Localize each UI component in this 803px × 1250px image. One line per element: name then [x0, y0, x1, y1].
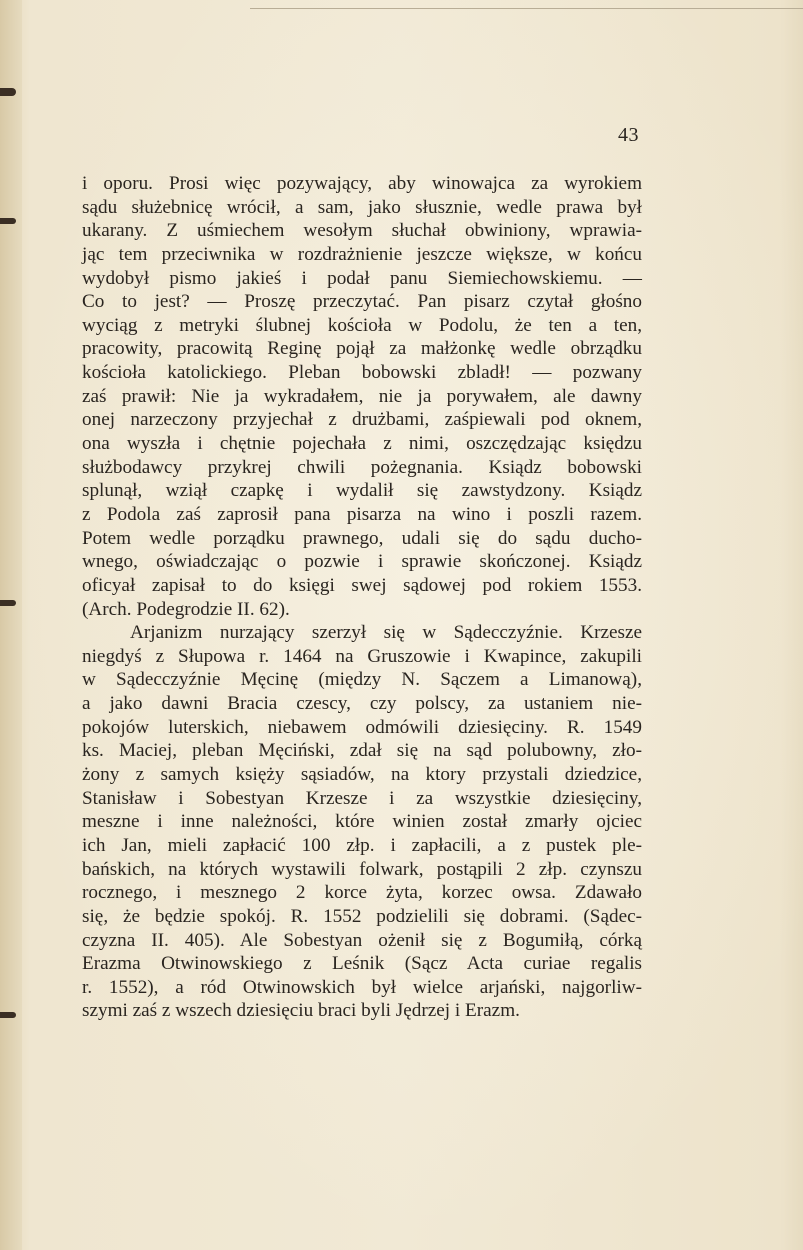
text-line: onej narzeczony przyjechał z drużbami, zaśpiewali pod oknem,	[82, 409, 642, 431]
binding-mark	[0, 218, 16, 224]
text-line: Erazma Otwinowskiego z Leśnik (Sącz Acta curiae regalis	[82, 953, 642, 975]
text-line: ich Jan, mieli zapłacić 100 złp. i zapłacili, a z pustek ple-	[82, 834, 642, 856]
text-line: się, że będzie spokój. R. 1552 podzielili się dobrami. (Sądec-	[82, 905, 642, 927]
text-line: a jako dawni Bracia czescy, czy polscy, za ustaniem nie-	[82, 693, 642, 715]
text-line: pokojów luterskich, niebawem odmówili dziesięciny. R. 1549	[82, 716, 642, 738]
page-number: 43	[618, 124, 639, 146]
text-line: meszne i inne należności, które winien został zmarły ojciec	[82, 811, 642, 833]
text-line: ukarany. Z uśmiechem wesołym słuchał obwiniony, wprawia-	[82, 220, 642, 242]
page-edge-line	[250, 8, 803, 9]
text-line: wydobył pismo jakieś i podał panu Siemiechowskiemu. —	[82, 267, 642, 289]
text-line: Potem wedle porządku prawnego, udali się do sądu ducho-	[82, 527, 642, 549]
text-line: Co to jest? — Proszę przeczytać. Pan pisarz czytał głośno	[82, 291, 642, 313]
text-line: (Arch. Podegrodzie II. 62).	[82, 598, 290, 620]
page-gutter	[0, 0, 22, 1250]
text-line: służbodawcy przykrej chwili pożegnania. Ksiądz bobowski	[82, 456, 642, 478]
binding-mark	[0, 1012, 16, 1018]
text-line: zaś prawił: Nie ja wykradałem, nie ja porywałem, ale dawny	[82, 385, 642, 407]
text-line: ona wyszła i chętnie pojechała z nimi, oszczędzając księdzu	[82, 433, 642, 455]
text-line: r. 1552), a ród Otwinowskich był wielce arjański, najgorliw-	[82, 976, 642, 998]
text-line: jąc tem przeciwnika w rozdrażnienie jeszcze większe, w końcu	[82, 243, 642, 265]
text-line: czyzna II. 405). Ale Sobestyan ożenił się z Bogumiłą, córką	[82, 929, 642, 951]
text-line: Stanisław i Sobestyan Krzesze i za wszystkie dziesięciny,	[82, 787, 642, 809]
text-line: szymi zaś z wszech dziesięciu braci byli Jędrzej i Erazm.	[82, 1000, 520, 1022]
text-line: Arjanizm nurzający szerzył się w Sądecczyźnie. Krzesze	[130, 622, 642, 644]
text-line: kościoła katolickiego. Pleban bobowski zbladł! — pozwany	[82, 362, 642, 384]
text-line: ks. Maciej, pleban Męciński, zdał się na sąd polubowny, zło-	[82, 740, 642, 762]
body-text	[82, 172, 642, 1023]
text-line: oficyał zapisał to do księgi swej sądowej pod rokiem 1553.	[82, 574, 642, 596]
text-line: sądu służebnicę wrócił, a sam, jako słusznie, wedle prawa był	[82, 196, 642, 218]
text-line: i oporu. Prosi więc pozywający, aby winowajca za wyrokiem	[82, 173, 642, 194]
text-line: w Sądecczyźnie Męcinę (między N. Sączem a Limanową),	[82, 669, 642, 691]
binding-mark	[0, 600, 16, 606]
text-line: wyciąg z metryki ślubnej kościoła w Podolu, że ten a ten,	[82, 314, 642, 336]
text-line: wnego, oświadczając o pozwie i sprawie skończonej. Ksiądz	[82, 551, 642, 573]
text-line: rocznego, i mesznego 2 korce żyta, korzec owsa. Zdawało	[82, 882, 642, 904]
text-line: bańskich, na których wystawili folwark, postąpili 2 złp. czynszu	[82, 858, 642, 880]
text-line: żony z samych księży sąsiadów, na ktory przystali dziedzice,	[82, 764, 642, 786]
text-line: pracowity, pracowitą Reginę pojął za małżonkę wedle obrządku	[82, 338, 642, 360]
text-line: splunął, wziął czapkę i wydalił się zawstydzony. Ksiądz	[82, 480, 642, 502]
binding-mark	[0, 88, 16, 96]
text-line: z Podola zaś zaprosił pana pisarza na wino i poszli razem.	[82, 503, 642, 525]
text-line: niegdyś z Słupowa r. 1464 na Gruszowie i Kwapince, zakupili	[82, 645, 642, 667]
